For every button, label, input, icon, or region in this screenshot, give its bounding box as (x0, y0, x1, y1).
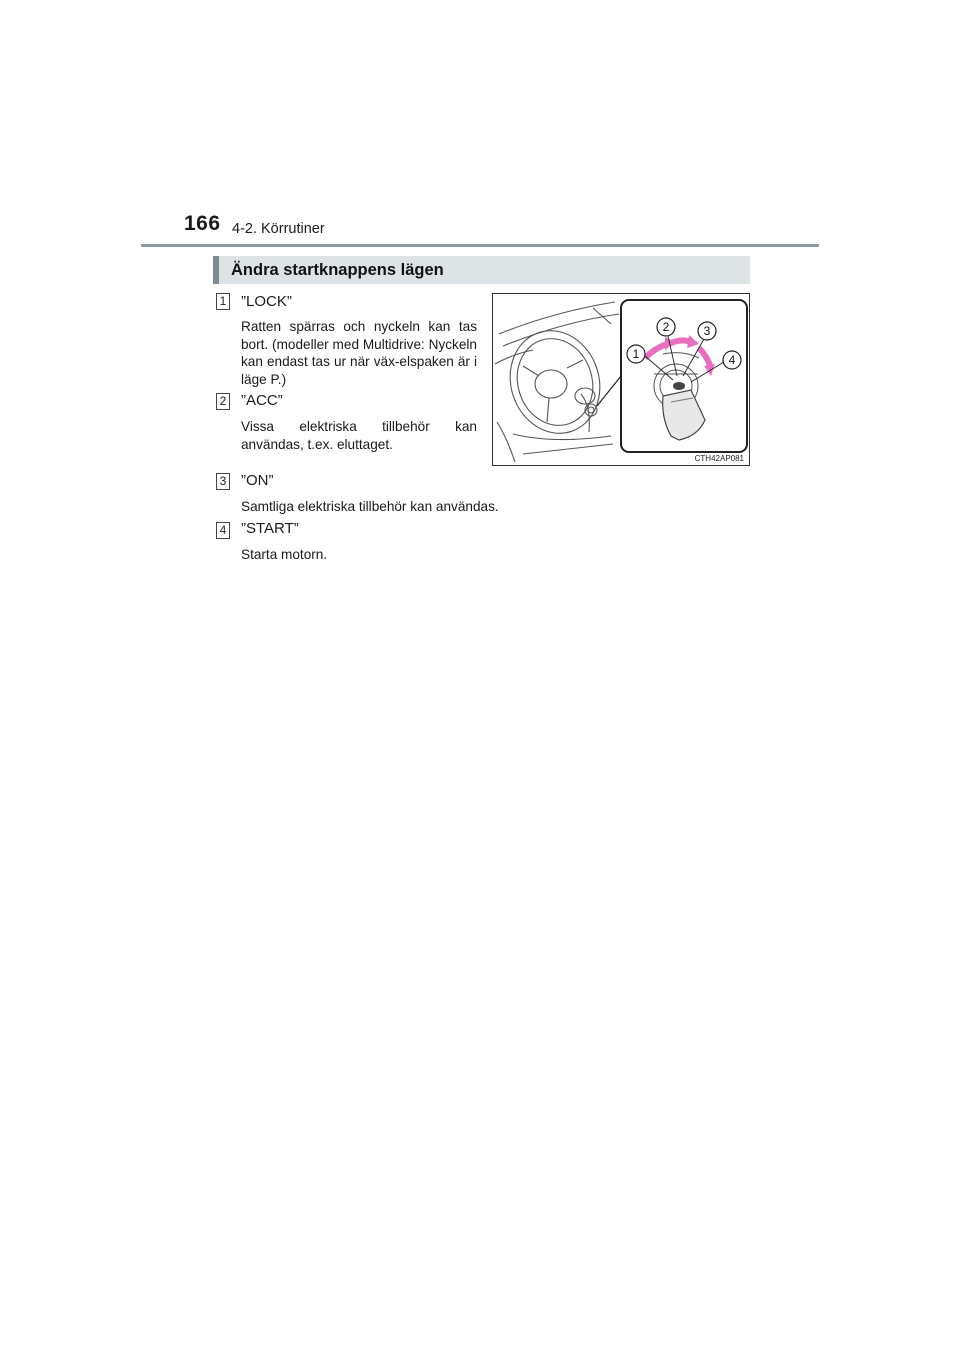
section-reference: 4-2. Körrutiner (232, 221, 325, 237)
ignition-illustration (493, 294, 750, 466)
ignition-figure (492, 293, 750, 466)
item-number-4: 4 (216, 522, 230, 539)
item-title-on: ”ON” (241, 472, 274, 489)
page-number: 166 (184, 212, 221, 235)
callout-2: 2 (662, 320, 670, 334)
callout-4: 4 (728, 353, 736, 367)
callout-3: 3 (703, 324, 711, 338)
header-rule (141, 244, 819, 247)
item-number-2: 2 (216, 393, 230, 410)
section-title: Ändra startknappens lägen (231, 261, 444, 279)
figure-code: CTH42AP081 (694, 454, 744, 463)
item-title-acc: ”ACC” (241, 392, 283, 409)
item-description-start: Starta motorn. (241, 547, 328, 562)
item-title-start: ”START” (241, 520, 299, 537)
item-description-on: Samtliga elektriska tillbehör kan användas. (241, 499, 499, 514)
section-heading-bar (213, 256, 750, 284)
item-number-1: 1 (216, 293, 230, 310)
item-description-lock: Ratten spärras och nyckeln kan tas bort. (modeller med Multidrive: Nyckeln kan endast tas ur när väx-elspaken är i läge P.) (241, 319, 477, 387)
item-description-acc: Vissa elektriska tillbehör kan användas, t.ex. eluttaget. (241, 419, 477, 452)
item-title-lock: ”LOCK” (241, 293, 292, 310)
item-number-3: 3 (216, 473, 230, 490)
callout-1: 1 (632, 347, 640, 361)
